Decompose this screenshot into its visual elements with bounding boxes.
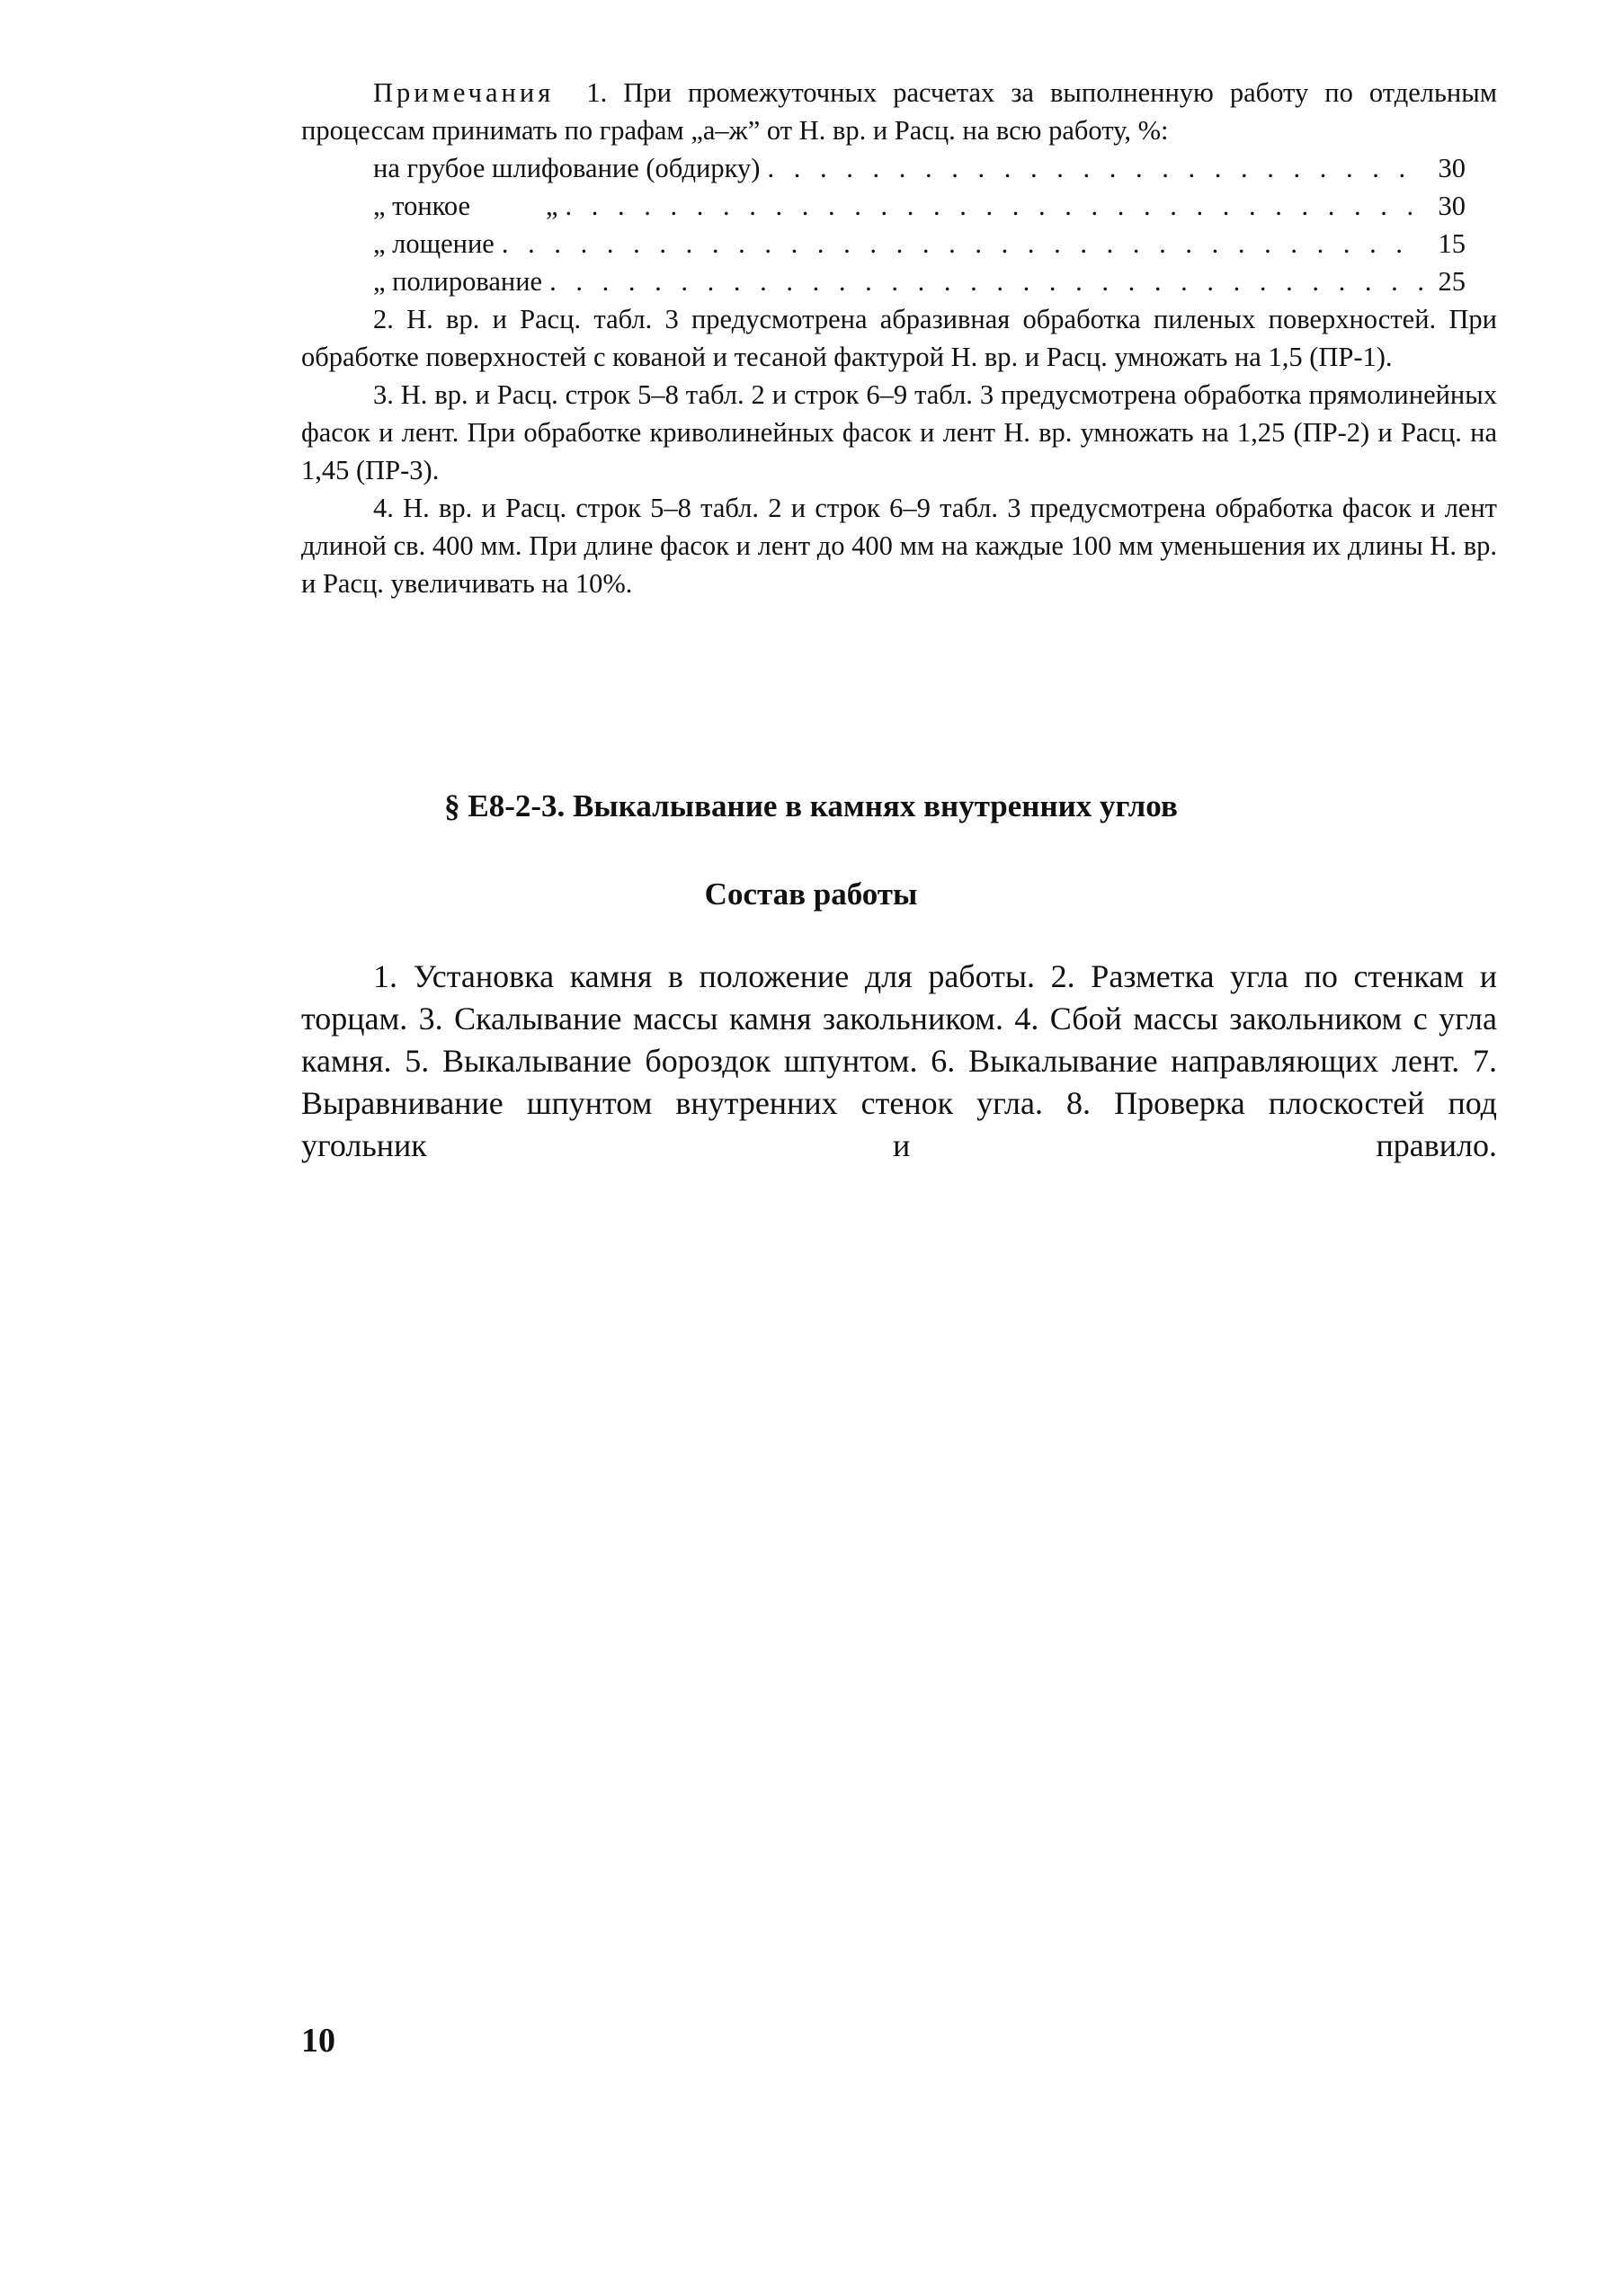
note-4: 4. Н. вр. и Расц. строк 5–8 табл. 2 и строк 6–9 табл. 3 предусмотрена обработка фасок и лент длиной св. 400 мм. При длине фасок и лент до 400 мм на каждые 100 мм уменьшения их длины Н. вр. и Расц. увеличивать на 10%. (301, 493, 1497, 599)
percent-row-value: 25 (1438, 266, 1466, 297)
percent-row (301, 149, 1466, 187)
note-1-text: 1. При промежуточных расчетах за выполненную работу по отдельным процессам принимать по графам „а–ж” от Н. вр. и Расц. на всю работу, %: (301, 77, 1497, 146)
percent-row (301, 225, 1466, 263)
notes-heading: Примечания (373, 77, 555, 108)
percent-row-value: 30 (1438, 153, 1466, 183)
dot-leader (566, 187, 1422, 225)
notes-block (301, 74, 1497, 602)
note-2: 2. Н. вр. и Расц. табл. 3 предусмотрена абразивная обработка пиленых поверхностей. При обработке поверхностей с кованой и тесаной фактурой Н. вр. и Расц. умножать на 1,5 (ПР-1). (301, 304, 1497, 372)
percent-row (301, 263, 1466, 300)
dot-leader (767, 149, 1422, 187)
percent-row-label: на грубое шлифование (обдирку) (373, 153, 761, 183)
section-title: § Е8-2-3. Выкалывание в камнях внутренних углов (444, 788, 1178, 823)
dot-leader (549, 263, 1422, 300)
page-number: 10 (301, 2022, 335, 2060)
dot-leader (502, 225, 1422, 263)
percent-row-label: „ полирование (373, 266, 543, 297)
percent-list (301, 149, 1497, 300)
work-composition-heading: Состав работы (704, 877, 918, 912)
note-3: 3. Н. вр. и Расц. строк 5–8 табл. 2 и строк 6–9 табл. 3 предусмотрена обработка прямолинейных фасок и лент. При обработке криволинейных фасок и лент Н. вр. умножать на 1,25 (ПР-2) и Расц. на 1,45 (ПР-3). (301, 379, 1497, 485)
percent-row-value: 15 (1438, 228, 1466, 259)
note-1 (301, 74, 1497, 149)
work-composition-text: 1. Установка камня в положение для работы. 2. Разметка угла по стенкам и торцам. 3. Скалывание массы камня закольником. 4. Сбой массы закольником с угла камня. 5. Выкалывание бороздок шпунтом. 6. Выкалывание направляющих лент. 7. Выравнивание шпунтом внутренних стенок угла. 8. Проверка плоскостей под угольник и правило. (301, 958, 1497, 1163)
percent-row-value: 30 (1438, 191, 1466, 221)
percent-row-label: „ лощение (373, 228, 495, 259)
percent-row-label: „ тонкое „ (373, 191, 558, 221)
percent-row (301, 187, 1466, 225)
